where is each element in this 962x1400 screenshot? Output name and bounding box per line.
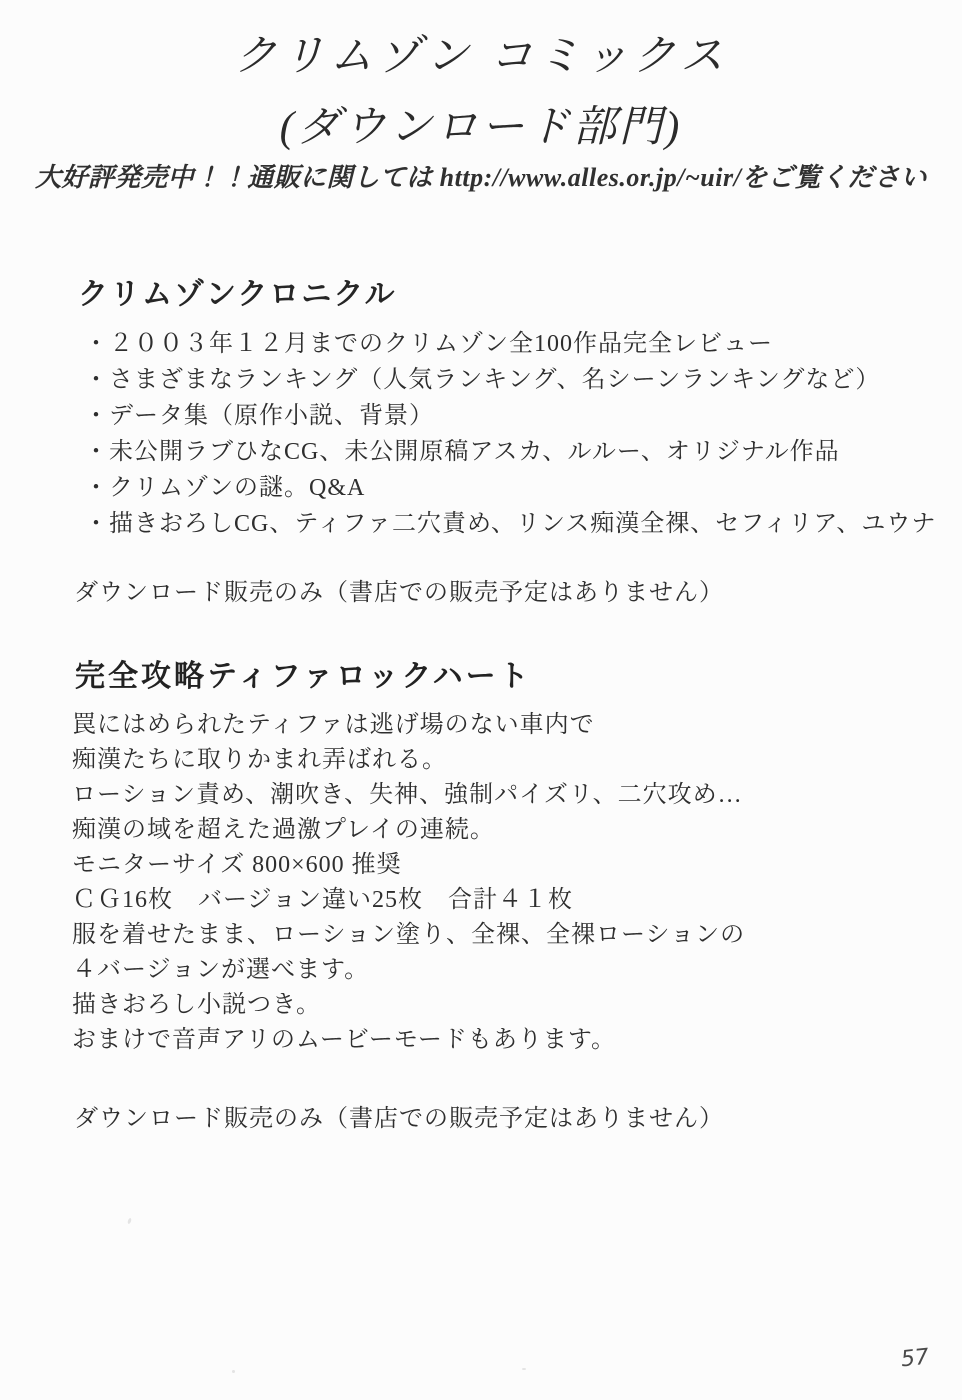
bullet-item: ・クリムゾンの謎。Q&A (84, 475, 366, 501)
download-only-note: ダウンロード販売のみ（書店での販売予定はありません） (74, 1106, 724, 1132)
section-heading-tifa-lockhart: 完全攻略ティファロックハート (75, 660, 532, 693)
body-line: モニターサイズ 800×600 推奨 (72, 852, 402, 878)
body-line: 服を着せたまま、ローション塗り、全裸、全裸ローションの (72, 922, 746, 948)
scan-speck (232, 1370, 235, 1373)
bullet-item: ・未公開ラブひなCG、未公開原稿アスカ、ルルー、オリジナル作品 (84, 439, 840, 465)
bullet-item: ・描きおろしCG、ティファ二穴責め、リンス痴漢全裸、セフィリア、ユウナ (84, 511, 937, 537)
body-line: おまけで音声アリのムービーモードもあります。 (72, 1027, 616, 1053)
page-number: 57 (899, 1344, 931, 1373)
bullet-item: ・さまざまなランキング（人気ランキング、名シーンランキングなど） (84, 367, 881, 393)
feature-bullet-list (84, 326, 936, 542)
download-only-note: ダウンロード販売のみ（書店での販売予定はありません） (74, 580, 724, 606)
document-title: クリムゾン コミックス (233, 33, 729, 80)
sales-info-url-line: 大好評発売中！！通販に関しては http://www.alles.or.jp/~uir/をご覧ください (35, 163, 927, 192)
body-line: ＣＧ16枚 バージョン違い25枚 合計４１枚 (72, 887, 574, 913)
body-line: ４バージョンが選べます。 (72, 957, 370, 983)
bullet-item: ・２００３年１２月までのクリムゾン全100作品完全レビュー (84, 331, 773, 357)
description-paragraph (72, 708, 745, 1058)
body-line: ローション責め、潮吹き、失神、強制パイズリ、二穴攻め… (72, 782, 743, 808)
scan-speck (127, 1218, 132, 1225)
document-subtitle-division: (ダウンロード部門) (279, 104, 683, 151)
section-heading-crimson-chronicle: クリムゾンクロニクル (78, 278, 397, 311)
body-line: 痴漢の域を超えた過激プレイの連続。 (72, 817, 495, 843)
scan-speck (522, 1368, 526, 1370)
body-line: 痴漢たちに取りかまれ弄ばれる。 (72, 747, 447, 773)
body-line: 描きおろし小説つき。 (72, 992, 322, 1018)
body-line: 罠にはめられたティファは逃げ場のない車内で (72, 712, 595, 738)
bullet-item: ・データ集（原作小説、背景） (84, 403, 434, 429)
